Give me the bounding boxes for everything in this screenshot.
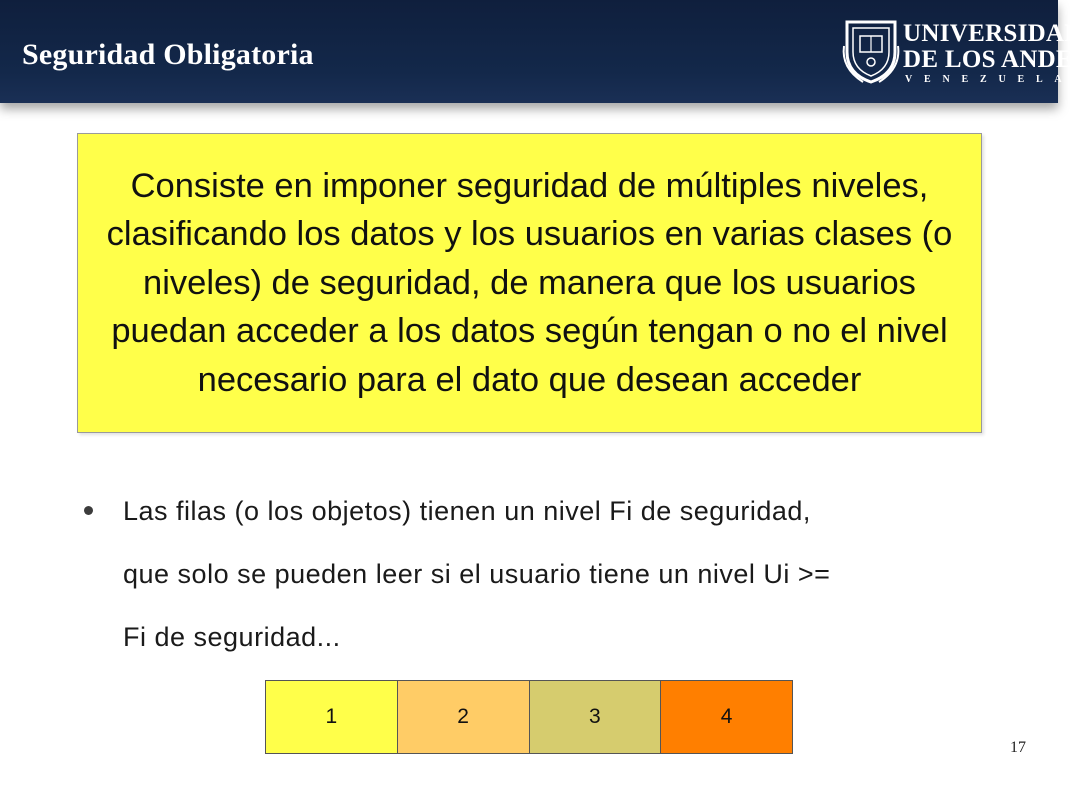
logo-text-line2: DE LOS ANDES [903,46,1087,73]
header-bar [0,0,1087,103]
bullet-dot-icon [84,506,93,515]
university-seal-icon [843,16,899,84]
logo-text-line3: VENEZUELA [905,74,1074,85]
bullet-text: Las filas (o los objetos) tienen un nivel Fi de seguridad, que solo se pueden leer si el usuario tiene un nivel Ui >= Fi de seguridad... [123,496,831,652]
level-cell-1: 1 [266,681,398,753]
level-cell-3: 3 [530,681,662,753]
level-cell-2: 2 [398,681,530,753]
university-logo [843,10,1087,90]
level-cell-4: 4 [661,681,792,753]
security-levels-bar [265,680,793,754]
page-number: 17 [1010,739,1026,756]
slide-title: Seguridad Obligatoria [22,38,314,71]
definition-callout [77,133,982,433]
definition-text: Consiste en imponer seguridad de múltiples niveles, clasificando los datos y los usuarios en varias clases (o niveles) de seguridad, de manera que los usuarios puedan acceder a los datos según tengan o no el nivel necesario para el dato que desean acceder [106,166,953,399]
logo-text-line1: UNIVERSIDAD [903,20,1083,47]
